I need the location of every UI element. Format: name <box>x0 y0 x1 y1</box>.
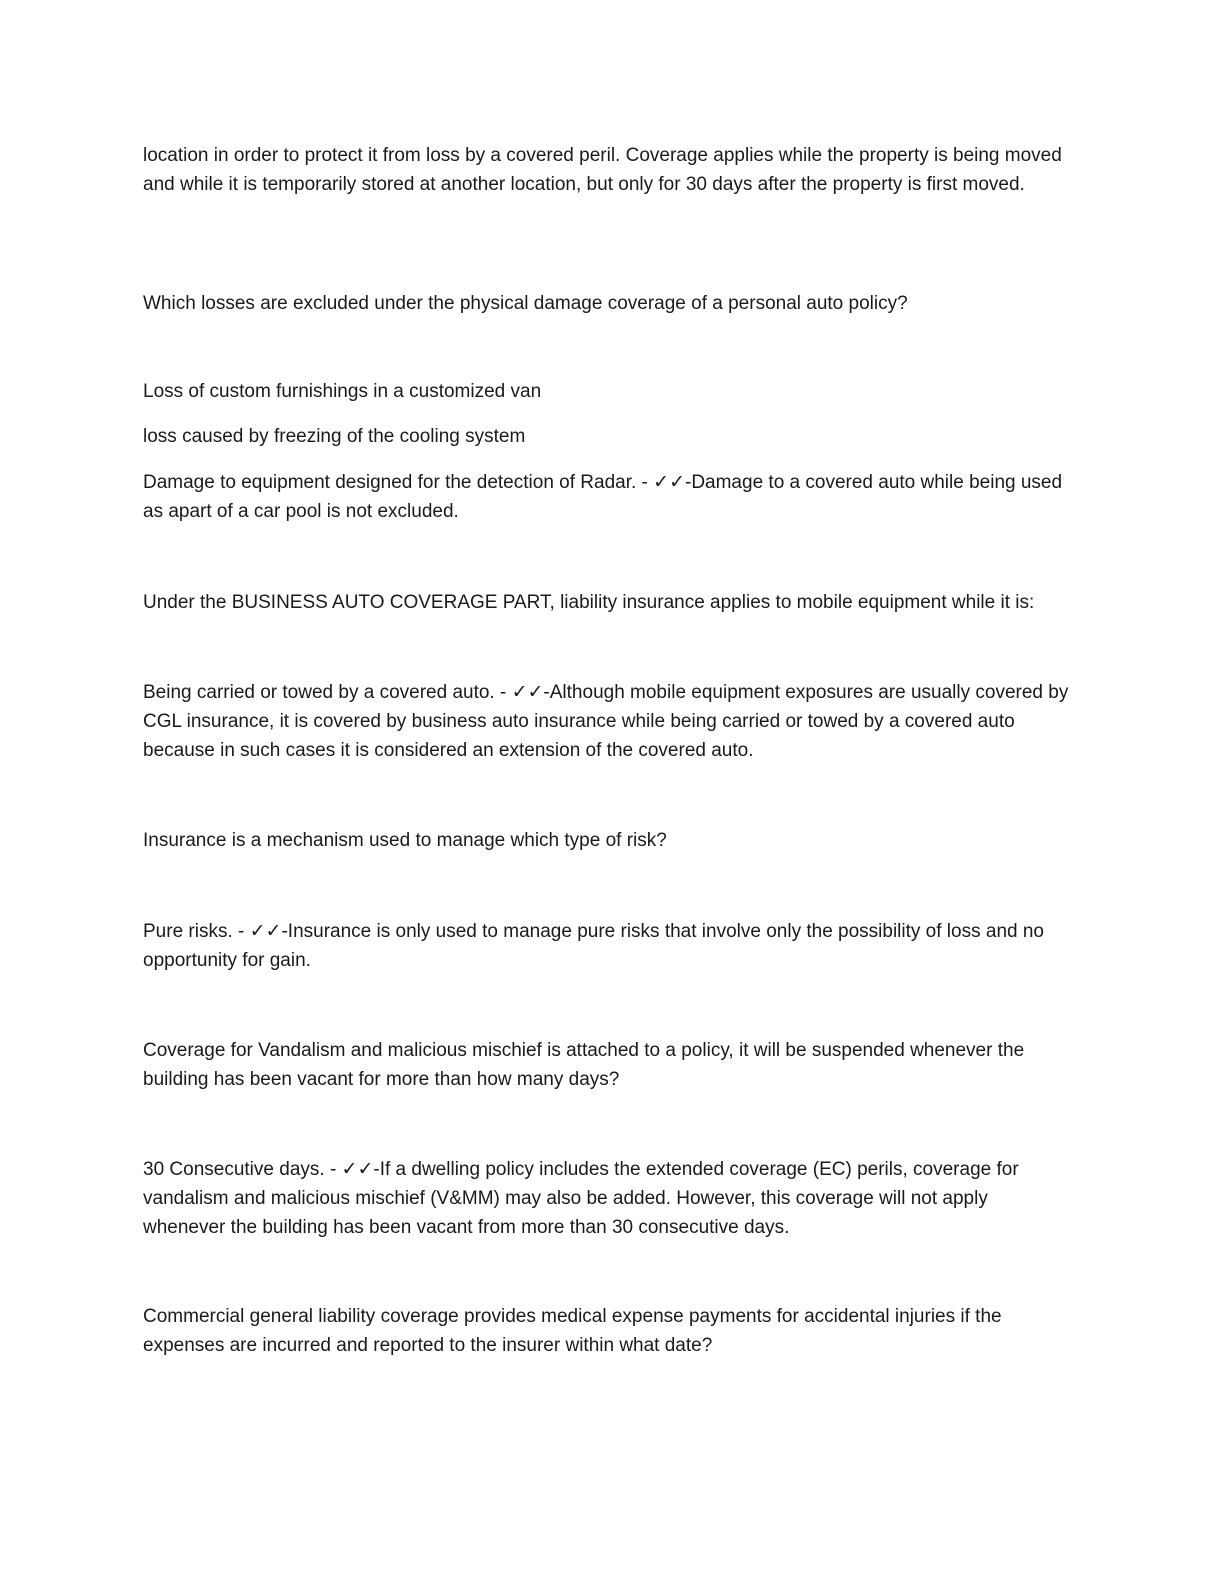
question-vandalism-vacancy: Coverage for Vandalism and malicious mischief is attached to a policy, it will be suspended whenever the building has been vacant for more than how many days? <box>143 1040 1025 1090</box>
answer-radar-detection: Damage to equipment designed for the detection of Radar. - ✓✓-Damage to a covered auto while being used as apart of a car pool is not excluded. <box>143 472 1063 522</box>
answer-option-freezing-cooling: loss caused by freezing of the cooling system <box>143 426 526 447</box>
question-business-auto-mobile-equipment: Under the BUSINESS AUTO COVERAGE PART, liability insurance applies to mobile equipment while it is: <box>143 592 1035 613</box>
question-insurance-risk-type: Insurance is a mechanism used to manage which type of risk? <box>143 830 667 851</box>
answer-30-consecutive-days: 30 Consecutive days. - ✓✓-If a dwelling policy includes the extended coverage (EC) perils, coverage for vandalism and malicious mischief (V&MM) may also be added. However, this coverage will not apply whenever the building has been vacant from more than 30 consecutive days. <box>143 1159 1019 1238</box>
paragraph-moving-coverage: location in order to protect it from loss by a covered peril. Coverage applies while the property is being moved and while it is temporarily stored at another location, but only for 30 days after the property is first moved. <box>143 145 1062 195</box>
answer-pure-risks: Pure risks. - ✓✓-Insurance is only used to manage pure risks that involve only the possibility of loss and no opportunity for gain. <box>143 921 1044 971</box>
question-cgl-medical-expense: Commercial general liability coverage provides medical expense payments for accidental injuries if the expenses are incurred and reported to the insurer within what date? <box>143 1306 1002 1356</box>
question-physical-damage-exclusions: Which losses are excluded under the physical damage coverage of a personal auto policy? <box>143 293 908 314</box>
answer-carried-or-towed: Being carried or towed by a covered auto. - ✓✓-Although mobile equipment exposures are usually covered by CGL insurance, it is covered by business auto insurance while being carried or towed by a covered auto because in such cases it is considered an extension of the covered auto. <box>143 682 1069 761</box>
answer-option-custom-furnishings: Loss of custom furnishings in a customized van <box>143 381 542 402</box>
